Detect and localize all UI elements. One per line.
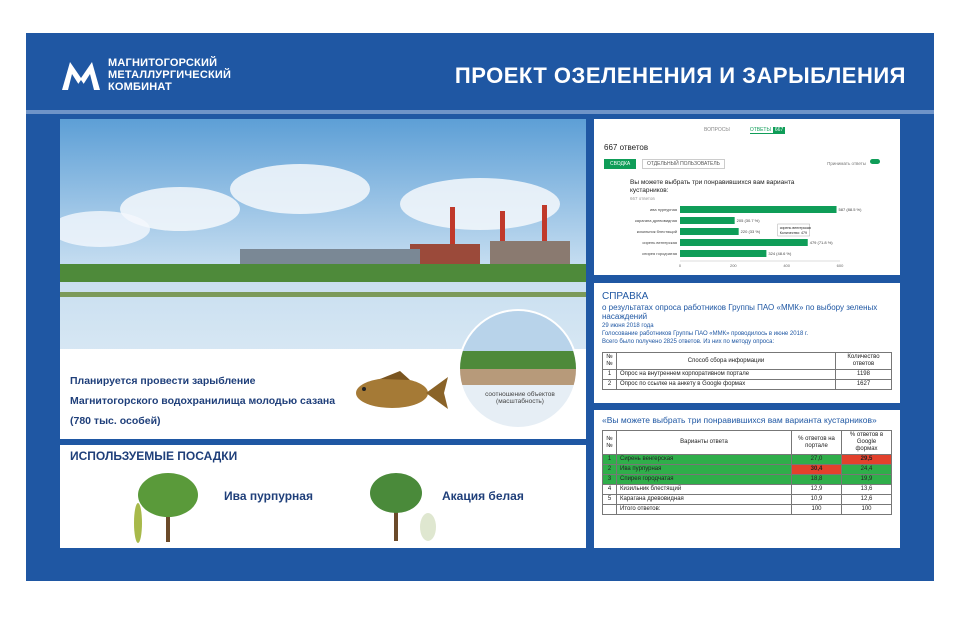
logo-line-1: МАГНИТОГОРСКИЙ bbox=[108, 57, 218, 69]
tooltip-title: сирень венгерская bbox=[779, 226, 811, 230]
info-line-2: Всего было получено 2825 ответов. Из них по методу опроса: bbox=[602, 339, 775, 345]
data-label: 479 (71.8 %) bbox=[809, 240, 833, 245]
tab-answers[interactable]: ОТВЕТЫ 667 bbox=[749, 127, 784, 133]
row-count: 1198 bbox=[836, 370, 892, 380]
row-count: 1627 bbox=[836, 380, 892, 390]
info-subtitle: о результатах опроса работников Группы ПАО «ММК» по выбору зеленых насаждений bbox=[602, 303, 878, 321]
info-line-1: Голосование работников Группы ПАО «ММК» проводилось в июне 2018 г. bbox=[602, 331, 809, 337]
row-no: 1 bbox=[603, 455, 617, 465]
bar bbox=[680, 250, 766, 257]
row-no: 3 bbox=[603, 475, 617, 485]
row-name: Кизильник блестящий bbox=[617, 485, 792, 495]
circle-caption-1: соотношение объектов bbox=[485, 391, 555, 398]
collection-method-table bbox=[602, 352, 892, 390]
row-no: 2 bbox=[603, 465, 617, 475]
header bbox=[26, 33, 934, 108]
answers-count: 667 ответов bbox=[604, 143, 649, 152]
bar bbox=[680, 206, 837, 213]
row-portal: 18,8 bbox=[792, 475, 842, 485]
category-label: ива пурпурная bbox=[650, 207, 677, 212]
x-tick-label: 400 bbox=[783, 263, 791, 268]
row-method: Опрос по ссылке на анкету в Google формах bbox=[617, 380, 836, 390]
summary-button[interactable]: СВОДКА bbox=[604, 159, 636, 169]
row-portal: 12,9 bbox=[792, 485, 842, 495]
row-google: 12,6 bbox=[842, 495, 892, 505]
table-row bbox=[603, 370, 892, 380]
fish-text-line-2: Магнитогорского водохранилища молодью сазана bbox=[70, 395, 336, 407]
table-header-no: № № bbox=[603, 353, 617, 370]
fish-text-line-3: (780 тыс. особей) bbox=[70, 415, 161, 427]
votes-header-no: № № bbox=[603, 431, 617, 455]
google-form-panel bbox=[594, 119, 900, 275]
survey-info-panel bbox=[594, 283, 900, 403]
table-row-total bbox=[603, 505, 892, 515]
logo-line-2: МЕТАЛЛУРГИЧЕСКИЙ bbox=[108, 69, 232, 81]
plants-title: ИСПОЛЬЗУЕМЫЕ ПОСАДКИ bbox=[70, 449, 238, 463]
answers-badge: 667 bbox=[774, 127, 784, 133]
total-label: Итого ответов: bbox=[617, 505, 792, 515]
votes-header-variant: Варианты ответа bbox=[617, 431, 792, 455]
row-portal: 27,0 bbox=[792, 455, 842, 465]
poster-board bbox=[26, 33, 934, 581]
data-label: 587 (88.5 %) bbox=[838, 207, 862, 212]
x-tick-label: 600 bbox=[836, 263, 844, 268]
responses-bar-chart bbox=[604, 203, 884, 273]
votes-table bbox=[602, 430, 892, 515]
row-google: 29,5 bbox=[842, 455, 892, 465]
row-no: 5 bbox=[603, 495, 617, 505]
x-tick-label: 200 bbox=[729, 263, 737, 268]
row-no bbox=[603, 505, 617, 515]
mmk-logo-icon bbox=[60, 58, 102, 92]
data-label: 205 (30.7 %) bbox=[736, 218, 760, 223]
bar bbox=[680, 217, 735, 224]
logo-line-3: КОМБИНАТ bbox=[108, 81, 172, 93]
table-row bbox=[603, 495, 892, 505]
bar bbox=[680, 239, 808, 246]
row-name: Карагана древовидная bbox=[617, 495, 792, 505]
question-count: 667 ответов bbox=[630, 196, 655, 201]
category-label: сирень венгерская bbox=[642, 240, 677, 245]
category-label: кизильник блестящий bbox=[636, 229, 677, 234]
accept-responses-label: Принимать ответы bbox=[827, 161, 866, 166]
row-name: Ива пурпурная bbox=[617, 465, 792, 475]
total-google: 100 bbox=[842, 505, 892, 515]
data-label: 324 (48.6 %) bbox=[768, 251, 792, 256]
tab-questions[interactable]: ВОПРОСЫ bbox=[704, 127, 730, 133]
table-header-method: Способ сбора информации bbox=[617, 353, 836, 370]
category-label: спирея городчатая bbox=[642, 251, 677, 256]
row-no: 1 bbox=[603, 370, 617, 380]
row-name: Сирень венгерская bbox=[617, 455, 792, 465]
votes-header-google: % ответов в Google формах bbox=[842, 431, 892, 455]
circle-caption-2: (масштабность) bbox=[496, 398, 544, 405]
votes-panel bbox=[594, 410, 900, 548]
table-header-count: Количество ответов bbox=[836, 353, 892, 370]
row-portal: 30,4 bbox=[792, 465, 842, 475]
table-row bbox=[603, 455, 892, 465]
carp-fish-icon bbox=[350, 367, 450, 417]
row-google: 19,9 bbox=[842, 475, 892, 485]
willow-tree-icon bbox=[128, 465, 208, 545]
tooltip-count: Количество: 479 bbox=[779, 231, 808, 235]
table-row bbox=[603, 465, 892, 475]
votes-heading: «Вы можете выбрать три понравившихся вам варианта кустарников» bbox=[602, 415, 877, 425]
company-logo bbox=[60, 57, 231, 93]
table-row bbox=[603, 475, 892, 485]
x-tick-label: 0 bbox=[678, 263, 682, 268]
fish-text-line-1: Планируется провести зарыбление bbox=[70, 375, 256, 387]
bar bbox=[680, 228, 739, 235]
data-label: 220 (33 %) bbox=[740, 229, 761, 234]
question-text: Вы можете выбрать три понравившихся вам варианта кустарников: bbox=[630, 179, 795, 194]
row-google: 24,4 bbox=[842, 465, 892, 475]
reservoir-photo-panel bbox=[60, 119, 586, 439]
plant-label-willow: Ива пурпурная bbox=[224, 489, 313, 503]
row-google: 13,6 bbox=[842, 485, 892, 495]
individual-user-button[interactable]: ОТДЕЛЬНЫЙ ПОЛЬЗОВАТЕЛЬ bbox=[642, 159, 725, 169]
plant-label-acacia: Акация белая bbox=[442, 489, 524, 503]
header-divider bbox=[26, 110, 934, 114]
scale-circle bbox=[458, 309, 578, 429]
votes-header-portal: % ответов на портале bbox=[792, 431, 842, 455]
total-portal: 100 bbox=[792, 505, 842, 515]
category-label: караганa древовидная bbox=[634, 218, 677, 223]
plants-panel bbox=[60, 445, 586, 548]
row-portal: 10,9 bbox=[792, 495, 842, 505]
accept-responses-toggle[interactable] bbox=[870, 159, 880, 164]
row-name: Спирея городчатая bbox=[617, 475, 792, 485]
row-method: Опрос на внутреннем корпоративном портале bbox=[617, 370, 836, 380]
acacia-tree-icon bbox=[366, 465, 446, 545]
row-no: 2 bbox=[603, 380, 617, 390]
table-row bbox=[603, 485, 892, 495]
row-no: 4 bbox=[603, 485, 617, 495]
page-title: ПРОЕКТ ОЗЕЛЕНЕНИЯ И ЗАРЫБЛЕНИЯ bbox=[454, 63, 906, 88]
info-heading: СПРАВКА bbox=[602, 291, 649, 302]
info-date: 29 июня 2018 года bbox=[602, 323, 654, 329]
table-row bbox=[603, 380, 892, 390]
